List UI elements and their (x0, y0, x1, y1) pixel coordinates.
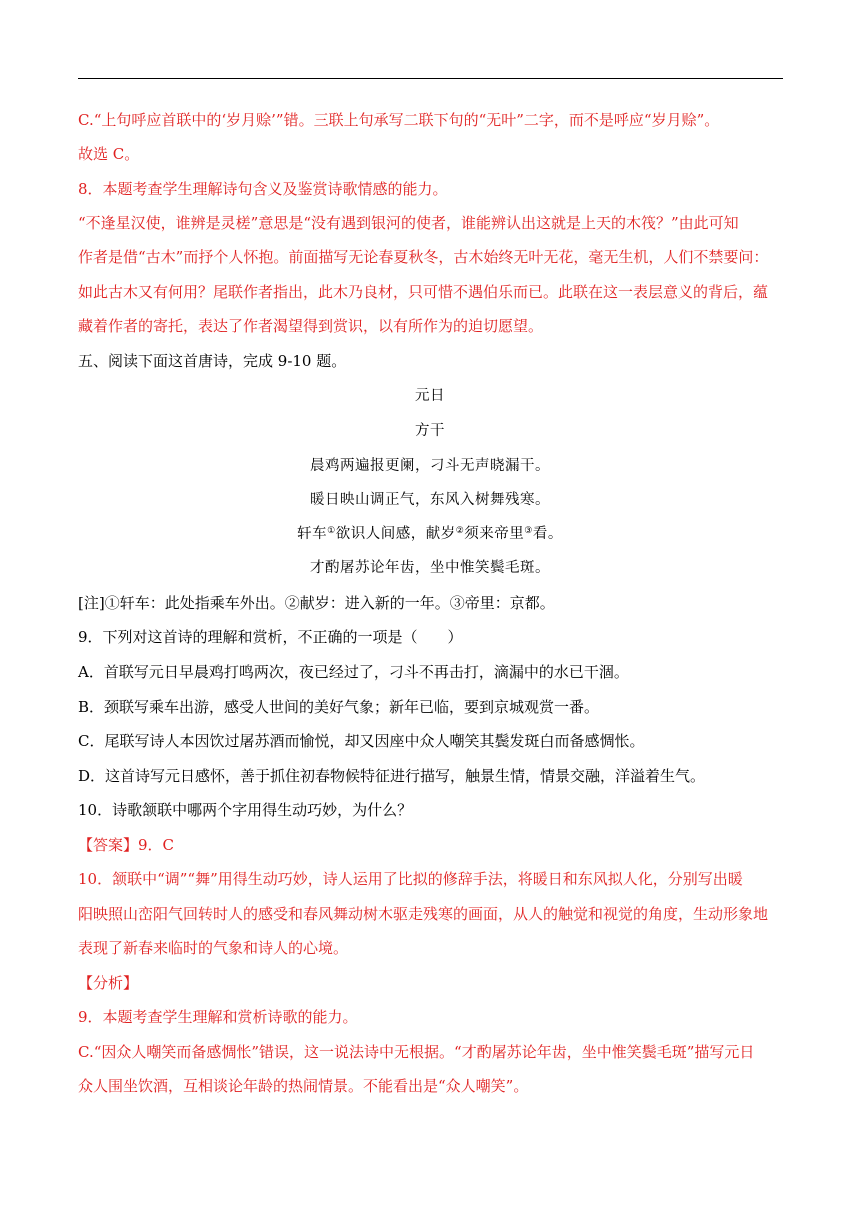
poem-line-1: 晨鸡两遍报更阑，刁斗无声晓漏干。 (310, 458, 550, 474)
q8-line-3: 如此古木又有何用？尾联作者指出，此木乃良材，只可惜不遇伯乐而已。此联在这一表层意义的背后，蕴 (78, 283, 769, 301)
note-marker-3: ③ (524, 526, 533, 536)
poem-line-3-part-a: 轩车 (297, 526, 328, 542)
answer-q10-line-2: 阳映照山峦阳气回转时人的感受和春风舞动树木驱走残寒的画面，从人的触觉和视觉的角度，生动形象地 (78, 905, 769, 923)
poem-author: 方干 (415, 423, 445, 439)
q9-option-b: B．颈联写乘车出游，感受人世间的美好气象；新年已临，要到京城观赏一番。 (78, 698, 600, 716)
q9-option-a: A．首联写元日早晨鸡打鸣两次，夜已经过了，刁斗不再击打，滴漏中的水已干涸。 (78, 663, 629, 681)
section-5-heading: 五、阅读下面这首唐诗，完成 9-10 题。 (78, 352, 347, 370)
analysis-c-line-1: C.“上句呼应首联中的‘岁月赊’”错。三联上句承写二联下句的“无叶”二字，而不是呼应“岁月赊”。 (78, 111, 720, 129)
q8-title: 8．本题考查学生理解诗句含义及鉴赏诗歌情感的能力。 (78, 180, 448, 198)
poem-title: 元日 (415, 388, 445, 404)
poem-line-4: 才酌屠苏论年齿，坐中惟笑鬓毛斑。 (310, 560, 550, 576)
answer-label: 【答案】9．C (78, 836, 175, 854)
q9-option-d: D．这首诗写元日感怀，善于抓住初春物候特征进行描写，触景生情，情景交融，洋溢着生气。 (78, 767, 706, 785)
note-marker-2: ② (455, 526, 465, 536)
analysis-q9-c-line-1: C.“因众人嘲笑而备感惆怅”错误，这一说法诗中无根据。“才酌屠苏论年齿，坐中惟笑鬓毛斑”描写元日 (78, 1043, 755, 1061)
poem-line-3 (0, 524, 860, 544)
q8-line-4: 藏着作者的寄托，表达了作者渴望得到赏识，以有所作为的迫切愿望。 (78, 317, 544, 335)
poem-notes: [注]①轩车：此处指乘车外出。②献岁：进入新的一年。③帝里：京都。 (78, 594, 555, 612)
answer-q10-line-3: 表现了新春来临时的气象和诗人的心境。 (78, 939, 349, 957)
note-marker-1: ① (327, 526, 336, 536)
analysis-c-line-2: 故选 C。 (78, 145, 140, 163)
header-rule (78, 78, 783, 79)
analysis-q9-c-line-2: 众人围坐饮酒，互相谈论年龄的热闹情景。不能看出是“众人嘲笑”。 (78, 1077, 529, 1095)
q9-option-c: C．尾联写诗人本因饮过屠苏酒而愉悦，却又因座中众人嘲笑其鬓发斑白而备感惆怅。 (78, 732, 645, 750)
q10-stem: 10．诗歌颔联中哪两个字用得生动巧妙，为什么？ (78, 801, 413, 819)
q8-line-1: “不逢星汉使，谁辨是灵槎”意思是“没有遇到银河的使者，谁能辨认出这就是上天的木筏？”由此可知 (78, 214, 739, 232)
analysis-q9-title: 9．本题考查学生理解和赏析诗歌的能力。 (78, 1008, 358, 1026)
poem-line-3-part-c: 须来帝里 (464, 526, 525, 542)
q8-line-2: 作者是借“古木”而抒个人怀抱。前面描写无论春夏秋冬，古木始终无叶无花，毫无生机，人们不禁要问： (78, 248, 769, 266)
poem-line-3-part-b: 欲识人间感，献岁 (335, 526, 456, 542)
poem-line-3-part-d: 看。 (532, 526, 563, 542)
q9-stem: 9．下列对这首诗的理解和赏析，不正确的一项是（ ） (78, 628, 463, 646)
analysis-label: 【分析】 (78, 974, 139, 992)
answer-q10-line-1: 10．颔联中“调”“舞”用得生动巧妙，诗人运用了比拟的修辞手法，将暖日和东风拟人化，分别写出暖 (78, 870, 743, 888)
poem-line-2: 暖日映山调正气，东风入树舞残寒。 (310, 492, 550, 508)
